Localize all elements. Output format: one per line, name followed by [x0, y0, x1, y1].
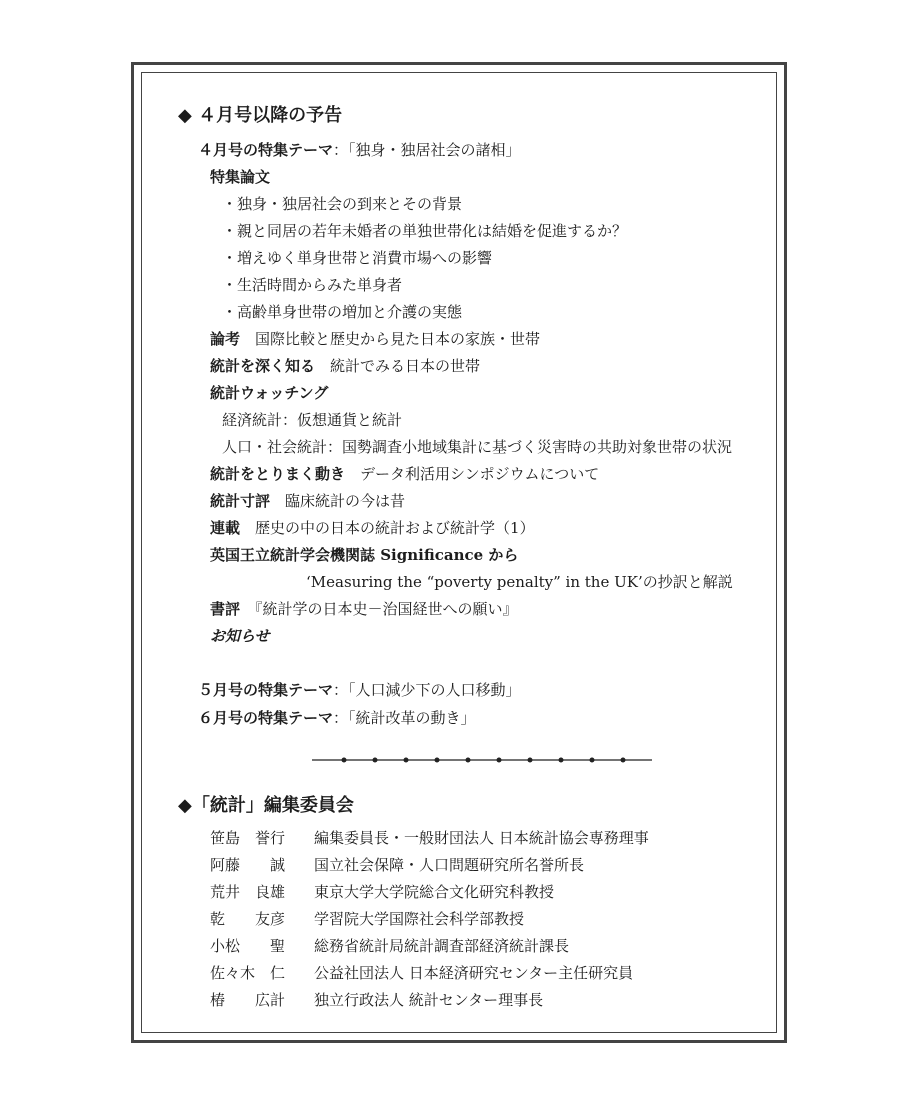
- april-theme-label: ４月号の特集テーマ: [198, 141, 334, 159]
- notice-label: お知らせ: [210, 627, 270, 645]
- watching-label: 統計ウォッチング: [210, 384, 329, 402]
- member-name: 佐々木 仁: [210, 964, 286, 982]
- article-item: ・高齢単身世帯の増加と介護の実態: [222, 303, 463, 321]
- june-theme-line: [198, 708, 476, 728]
- committee-heading: ◆「統計」編集委員会: [178, 795, 354, 816]
- sunpyo-line: [210, 491, 405, 511]
- torimaku-line: [210, 464, 599, 484]
- significance-label: 英国王立統計学会機関誌 Significance から: [210, 546, 519, 564]
- may-theme-line: [198, 680, 521, 700]
- member-role: 編集委員長・一般財団法人 日本統計協会専務理事: [314, 829, 649, 847]
- shohyo-line: [210, 599, 518, 619]
- shohyo-text: 『統計学の日本史－治国経世への願い』: [255, 600, 518, 618]
- watching-item: 人口・社会統計：国勢調査小地域集計に基づく災害時の共助対象世帯の状況: [222, 438, 733, 456]
- feature-articles-label: 特集論文: [210, 168, 271, 186]
- committee-member: [210, 882, 554, 902]
- committee-member: [210, 828, 649, 848]
- article-item: ・独身・独居社会の到来とその背景: [222, 195, 463, 213]
- shohyo-label: 書評: [210, 600, 241, 618]
- member-role: 総務省統計局統計調査部経済統計課長: [314, 937, 570, 955]
- june-theme-label: ６月号の特集テーマ: [198, 709, 334, 727]
- member-role: 国立社会保障・人口問題研究所名誉所長: [314, 856, 585, 874]
- preview-heading: ◆ ４月号以降の予告: [178, 105, 343, 126]
- article-item: ・増えゆく単身世帯と消費市場への影響: [222, 249, 493, 267]
- rensai-label: 連載: [210, 519, 241, 537]
- member-name: 乾 友彦: [210, 910, 286, 928]
- committee-member: [210, 963, 633, 983]
- april-theme-line: [198, 140, 521, 160]
- member-name: 笹島 誉行: [210, 829, 286, 847]
- dotted-divider: [312, 753, 652, 767]
- fukaku-label: 統計を深く知る: [210, 357, 316, 375]
- ronko-label: 論考: [210, 330, 241, 348]
- watching-item: 経済統計：仮想通貨と統計: [222, 411, 403, 429]
- committee-member: [210, 990, 543, 1010]
- sunpyo-text: 臨床統計の今は昔: [285, 492, 406, 510]
- member-role: 独立行政法人 統計センター理事長: [314, 991, 544, 1009]
- june-theme-value: ：「統計改革の動き」: [333, 709, 476, 727]
- article-item: ・生活時間からみた単身者: [222, 276, 403, 294]
- torimaku-text: データ利活用シンポジウムについて: [360, 465, 600, 483]
- committee-member: [210, 936, 569, 956]
- committee-member: [210, 909, 524, 929]
- torimaku-label: 統計をとりまく動き: [210, 465, 346, 483]
- member-name: 小松 聖: [210, 937, 286, 955]
- fukaku-text: 統計でみる日本の世帯: [330, 357, 481, 375]
- member-name: 阿藤 誠: [210, 856, 286, 874]
- significance-text: ‘Measuring the “poverty penalty” in the UK’の抄訳と解説: [306, 573, 733, 591]
- ronko-line: [210, 329, 540, 349]
- member-name: 椿 広計: [210, 991, 286, 1009]
- ronko-text: 国際比較と歴史から見た日本の家族・世帯: [255, 330, 541, 348]
- fukaku-line: [210, 356, 480, 376]
- member-role: 学習院大学国際社会科学部教授: [314, 910, 525, 928]
- member-role: 公益社団法人 日本経済研究センター主任研究員: [314, 964, 634, 982]
- may-theme-value: ：「人口減少下の人口移動」: [333, 681, 521, 699]
- article-item: ・親と同居の若年未婚者の単独世帯化は結婚を促進するか？: [222, 222, 628, 240]
- member-role: 東京大学大学院総合文化研究科教授: [314, 883, 555, 901]
- may-theme-label: ５月号の特集テーマ: [198, 681, 334, 699]
- april-theme-value: ：「独身・独居社会の諸相」: [333, 141, 521, 159]
- member-name: 荒井 良雄: [210, 883, 286, 901]
- sunpyo-label: 統計寸評: [210, 492, 271, 510]
- rensai-line: [210, 518, 535, 538]
- committee-member: [210, 855, 584, 875]
- rensai-text: 歴史の中の日本の統計および統計学（1）: [255, 519, 535, 537]
